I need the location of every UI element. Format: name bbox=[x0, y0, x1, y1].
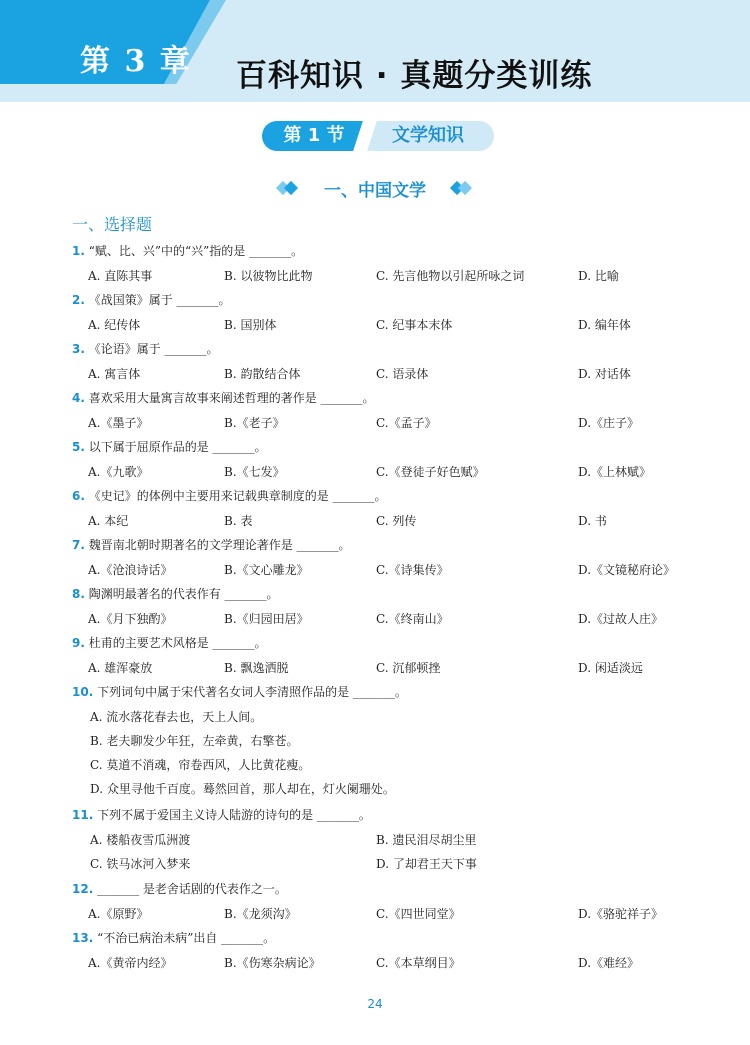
answer-option: B. 飘逸洒脱 bbox=[224, 661, 289, 675]
question-stem bbox=[72, 929, 275, 946]
answer-option: B. 表 bbox=[224, 514, 253, 528]
answer-option: D.《过故人庄》 bbox=[578, 612, 664, 626]
answer-option: C.《登徒子好色赋》 bbox=[376, 465, 485, 479]
question-number: 8. bbox=[72, 587, 85, 601]
answer-option: A. 直陈其事 bbox=[88, 269, 153, 283]
question-number: 10. bbox=[72, 685, 94, 699]
question-number: 13. bbox=[72, 931, 94, 945]
diamond-right-icon bbox=[452, 181, 474, 195]
subsection-heading: 一、中国文学 bbox=[324, 181, 426, 201]
answer-option: C.《四世同堂》 bbox=[376, 907, 461, 921]
answer-option: B. 以彼物比此物 bbox=[224, 269, 313, 283]
question-text: 下列不属于爱国主义诗人陆游的诗句的是 _______。 bbox=[93, 808, 371, 822]
answer-option: B. 国别体 bbox=[224, 318, 277, 332]
answer-option: A. 纪传体 bbox=[88, 318, 141, 332]
question-text: 《论语》属于 _______。 bbox=[84, 342, 219, 356]
answer-option: A. 流水落花春去也，天上人间。 bbox=[90, 710, 263, 724]
answer-option: B.《老子》 bbox=[224, 416, 285, 430]
answer-option: B.《龙须沟》 bbox=[224, 907, 297, 921]
section-pill bbox=[262, 121, 494, 151]
answer-option: D. 书 bbox=[578, 514, 607, 528]
answer-option: A.《月下独酌》 bbox=[88, 612, 173, 626]
question-stem bbox=[72, 585, 279, 602]
answer-option: D.《上林赋》 bbox=[578, 465, 652, 479]
question-text: 杜甫的主要艺术风格是 _______。 bbox=[84, 636, 267, 650]
question-text: _______ 是老舍话剧的代表作之一。 bbox=[93, 882, 287, 896]
answer-option: D. 对话体 bbox=[578, 367, 631, 381]
question-stem bbox=[72, 806, 371, 823]
question-number: 7. bbox=[72, 538, 85, 552]
answer-option: D. 闲适淡远 bbox=[578, 661, 643, 675]
question-number: 1. bbox=[72, 244, 85, 258]
question-text: 《战国策》属于 _______。 bbox=[84, 293, 231, 307]
question-number: 6. bbox=[72, 489, 85, 503]
answer-option: D.《难经》 bbox=[578, 956, 640, 970]
answer-option: B.《七发》 bbox=[224, 465, 285, 479]
answer-option: A. 寓言体 bbox=[88, 367, 141, 381]
question-text: “不治已病治未病”出自 _______。 bbox=[93, 931, 276, 945]
question-stem bbox=[72, 340, 219, 357]
answer-option: D. 了却君王天下事 bbox=[376, 857, 477, 871]
answer-option: A.《原野》 bbox=[88, 907, 149, 921]
answer-option: C. 先言他物以引起所咏之词 bbox=[376, 269, 525, 283]
answer-option: B. 遗民泪尽胡尘里 bbox=[376, 833, 477, 847]
answer-option: B. 韵散结合体 bbox=[224, 367, 301, 381]
question-stem bbox=[72, 634, 267, 651]
answer-option: B.《文心雕龙》 bbox=[224, 563, 309, 577]
answer-option: C. 纪事本末体 bbox=[376, 318, 453, 332]
answer-option: D.《庄子》 bbox=[578, 416, 640, 430]
section-number: 第 1 节 bbox=[262, 121, 366, 151]
question-text: 陶渊明最著名的代表作有 _______。 bbox=[84, 587, 279, 601]
answer-option: A.《墨子》 bbox=[88, 416, 149, 430]
question-type-heading: 一、选择题 bbox=[72, 215, 153, 234]
question-text: 喜欢采用大量寓言故事来阐述哲理的著作是 _______。 bbox=[84, 391, 375, 405]
question-stem bbox=[72, 536, 351, 553]
question-text: 下列词句中属于宋代著名女词人李清照作品的是 _______。 bbox=[93, 685, 407, 699]
answer-option: A.《黄帝内经》 bbox=[88, 956, 173, 970]
question-number: 2. bbox=[72, 293, 85, 307]
answer-option: B.《归园田居》 bbox=[224, 612, 309, 626]
question-text: 魏晋南北朝时期著名的文学理论著作是 _______。 bbox=[84, 538, 351, 552]
page-number: 24 bbox=[367, 997, 383, 1011]
question-number: 4. bbox=[72, 391, 85, 405]
answer-option: C. 铁马冰河入梦来 bbox=[90, 857, 191, 871]
answer-option: C.《孟子》 bbox=[376, 416, 437, 430]
answer-option: C.《诗集传》 bbox=[376, 563, 449, 577]
answer-option: D.《文镜秘府论》 bbox=[578, 563, 676, 577]
question-text: 《史记》的体例中主要用来记载典章制度的是 _______。 bbox=[84, 489, 387, 503]
question-stem bbox=[72, 487, 387, 504]
answer-option: C.《本草纲目》 bbox=[376, 956, 461, 970]
question-stem bbox=[72, 683, 407, 700]
answer-option: A.《九歌》 bbox=[88, 465, 149, 479]
question-stem bbox=[72, 438, 267, 455]
question-stem bbox=[72, 242, 303, 259]
answer-option: C. 沉郁顿挫 bbox=[376, 661, 441, 675]
answer-option: D. 众里寻他千百度。蓦然回首，那人却在，灯火阑珊处。 bbox=[90, 782, 395, 796]
book-title: 百科知识 · 真题分类训练 bbox=[236, 58, 593, 94]
answer-option: C. 列传 bbox=[376, 514, 417, 528]
answer-option: C. 语录体 bbox=[376, 367, 429, 381]
answer-option: C. 莫道不消魂，帘卷西风，人比黄花瘦。 bbox=[90, 758, 311, 772]
answer-option: B.《伤寒杂病论》 bbox=[224, 956, 321, 970]
answer-option: B. 老夫聊发少年狂，左牵黄，右擎苍。 bbox=[90, 734, 299, 748]
answer-option: A. 本纪 bbox=[88, 514, 129, 528]
question-text: “赋、比、兴”中的“兴”指的是 _______。 bbox=[84, 244, 304, 258]
question-stem bbox=[72, 880, 287, 897]
question-stem bbox=[72, 389, 375, 406]
question-text: 以下属于屈原作品的是 _______。 bbox=[84, 440, 267, 454]
answer-option: D. 比喻 bbox=[578, 269, 619, 283]
section-name: 文学知识 bbox=[362, 121, 494, 151]
question-number: 3. bbox=[72, 342, 85, 356]
question-number: 9. bbox=[72, 636, 85, 650]
answer-option: A. 雄浑豪放 bbox=[88, 661, 153, 675]
question-number: 11. bbox=[72, 808, 94, 822]
answer-option: A. 楼船夜雪瓜洲渡 bbox=[90, 833, 191, 847]
question-number: 12. bbox=[72, 882, 94, 896]
question-number: 5. bbox=[72, 440, 85, 454]
answer-option: D. 编年体 bbox=[578, 318, 631, 332]
answer-option: C.《终南山》 bbox=[376, 612, 449, 626]
answer-option: D.《骆驼祥子》 bbox=[578, 907, 664, 921]
question-stem bbox=[72, 291, 231, 308]
chapter-label: 第 3 章 bbox=[80, 44, 192, 79]
answer-option: A.《沧浪诗话》 bbox=[88, 563, 173, 577]
